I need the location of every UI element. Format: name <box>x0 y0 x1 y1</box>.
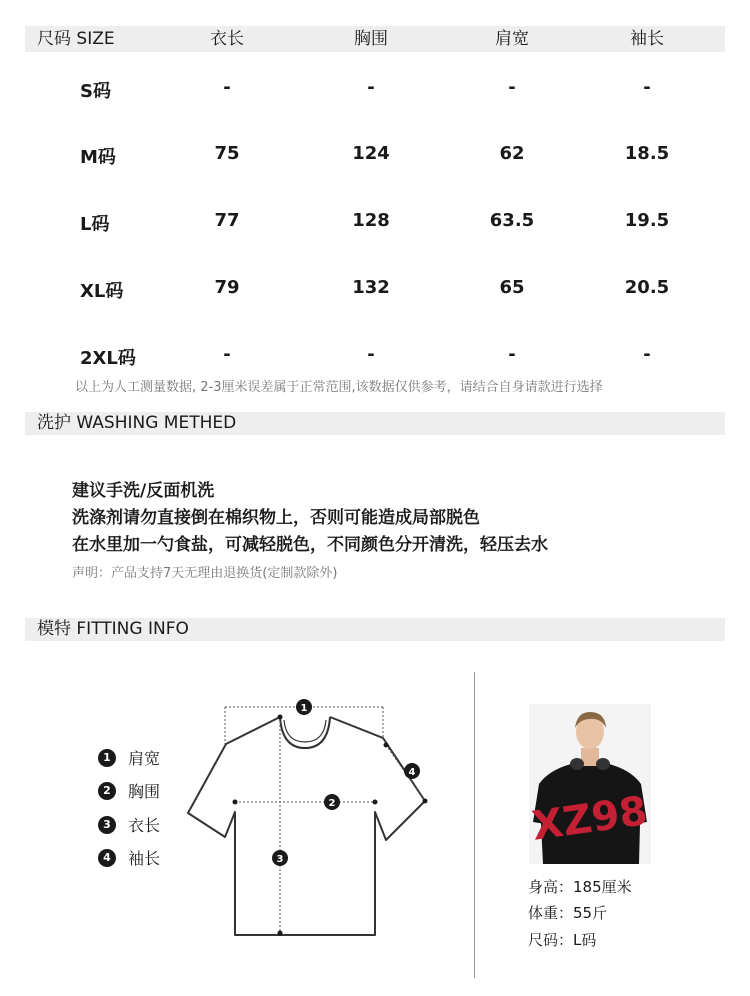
tshirt-measurement-diagram <box>180 690 440 950</box>
table-cell: - <box>643 77 651 98</box>
row-label: 2XL码 <box>80 348 136 369</box>
washing-line: 洗涤剂请勿直接倒在棉织物上，否则可能造成局部脱色 <box>72 508 480 528</box>
row-label: S码 <box>80 81 111 102</box>
legend-item-chest <box>98 779 160 801</box>
table-cell: 62 <box>499 143 525 164</box>
column-header-sleeve: 袖长 <box>630 29 664 49</box>
svg-text:1: 1 <box>300 703 308 714</box>
table-cell: - <box>508 344 516 365</box>
table-cell: 79 <box>214 277 240 298</box>
table-cell: - <box>643 344 651 365</box>
table-cell: 128 <box>352 210 390 231</box>
row-label: L码 <box>80 214 110 235</box>
table-cell: - <box>508 77 516 98</box>
table-cell: 124 <box>352 143 390 164</box>
diagram-marker-3 <box>272 850 288 866</box>
svg-text:3: 3 <box>276 854 284 865</box>
table-cell: 18.5 <box>624 143 670 164</box>
diagram-marker-2 <box>324 794 340 810</box>
model-weight: 体重：55斤 <box>528 904 608 922</box>
legend-number: 4 <box>98 849 116 867</box>
legend-number: 2 <box>98 782 116 800</box>
legend-label: 衣长 <box>128 816 161 835</box>
table-cell: 65 <box>499 277 525 298</box>
table-cell: - <box>367 344 375 365</box>
fitting-section-title: 模特 FITTING INFO <box>37 619 189 639</box>
model-height: 身高：185厘米 <box>528 878 632 896</box>
row-label: XL码 <box>80 281 124 302</box>
diagram-marker-4 <box>404 763 420 779</box>
washing-line: 在水里加一勺食盐，可减轻脱色，不同颜色分开清洗，轻压去水 <box>72 535 548 555</box>
svg-text:2: 2 <box>328 798 336 809</box>
table-cell: 77 <box>214 210 240 231</box>
washing-section-title: 洗护 WASHING METHED <box>37 413 237 433</box>
legend-label: 肩宽 <box>128 749 161 768</box>
size-section-title: 尺码 SIZE <box>37 29 115 49</box>
section-divider <box>474 672 475 978</box>
model-photo <box>529 704 651 864</box>
shirt-print-text: XZ98 <box>529 788 651 850</box>
table-cell: 63.5 <box>489 210 535 231</box>
column-header-length: 衣长 <box>210 29 244 49</box>
washing-header-bar <box>25 412 725 435</box>
table-cell: 20.5 <box>624 277 670 298</box>
legend-number: 1 <box>98 749 116 767</box>
legend-number: 3 <box>98 816 116 834</box>
diagram-marker-1 <box>296 699 312 715</box>
table-cell: 132 <box>352 277 390 298</box>
table-cell: - <box>223 77 231 98</box>
model-size: 尺码：L码 <box>528 931 597 949</box>
legend-label: 袖长 <box>128 849 161 868</box>
svg-text:4: 4 <box>408 767 416 778</box>
legend-item-length <box>98 813 160 835</box>
legend-label: 胸围 <box>128 782 161 801</box>
table-cell: - <box>367 77 375 98</box>
legend-item-shoulder <box>98 746 160 768</box>
row-label: M码 <box>80 147 116 168</box>
table-cell: 19.5 <box>624 210 670 231</box>
fitting-header-bar <box>25 618 725 641</box>
size-note: 以上为人工测量数据, 2-3厘米误差属于正常范围,该数据仅供参考，请结合自身请款进行选择 <box>75 380 603 395</box>
table-cell: - <box>223 344 231 365</box>
column-header-shoulder: 肩宽 <box>495 29 529 49</box>
column-header-chest: 胸围 <box>354 29 388 49</box>
table-cell: 75 <box>214 143 240 164</box>
legend-item-sleeve <box>98 846 160 868</box>
washing-line: 建议手洗/反面机洗 <box>72 481 215 501</box>
return-policy-note: 声明：产品支持7天无理由退换货(定制款除外) <box>72 566 338 581</box>
